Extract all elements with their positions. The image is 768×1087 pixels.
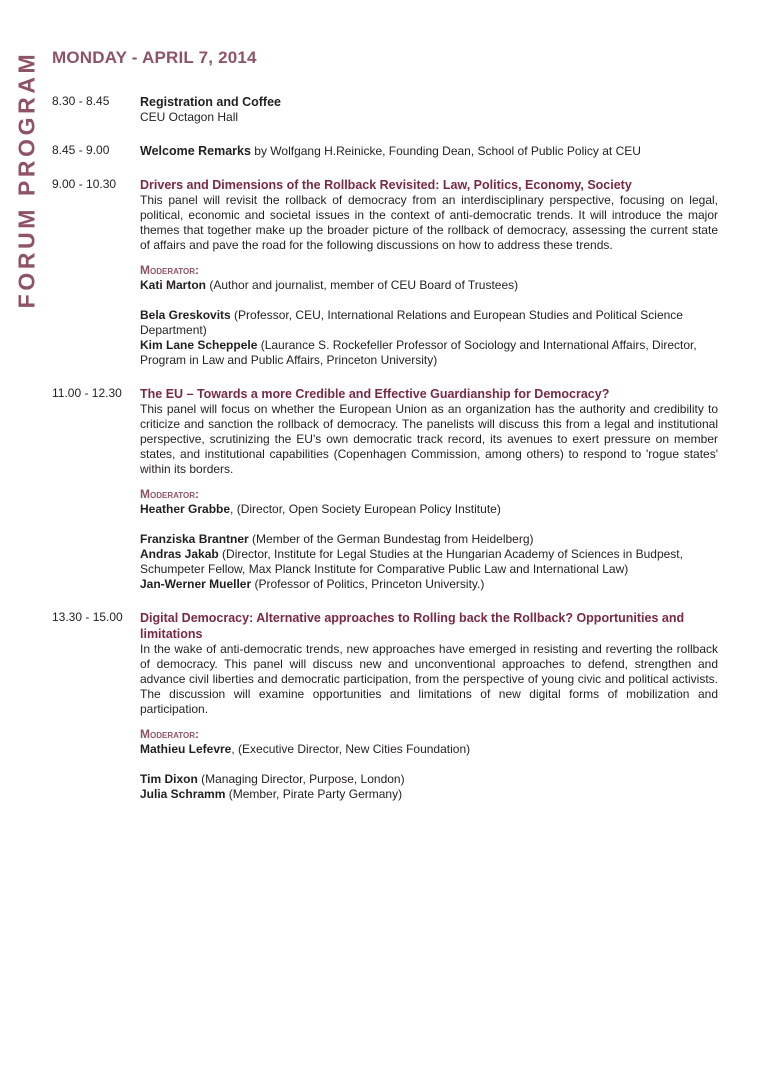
session-title-rest: by Wolfgang H.Reinicke, Founding Dean, School of Public Policy at CEU <box>250 144 641 158</box>
session-drivers <box>52 177 718 368</box>
session-title: Drivers and Dimensions of the Rollback Revisited: Law, Politics, Economy, Society <box>140 178 632 192</box>
moderator-affiliation: , (Executive Director, New Cities Foundation) <box>231 742 471 756</box>
panelist-name: Tim Dixon <box>140 772 198 786</box>
panelist-affiliation: (Laurance S. Rockefeller Professor of Sociology and International Affairs, Director, Program in Law and Public Affairs, Princeton University) <box>140 338 697 367</box>
panelist <box>140 338 718 368</box>
panelist-affiliation: (Director, Institute for Legal Studies at the Hungarian Academy of Sciences in Budpest, Schumpeter Fellow, Max Planck Institute for Comparative Public Law and International Law) <box>140 547 683 576</box>
panelist-name: Julia Schramm <box>140 787 226 801</box>
side-title-text: FORUM PROGRAM <box>13 50 40 308</box>
session-content <box>140 177 718 368</box>
session-time: 11.00 - 12.30 <box>52 386 122 400</box>
panelist-affiliation: (Professor, CEU, International Relations and European Studies and Political Science Department) <box>140 308 683 337</box>
session-title: Digital Democracy: Alternative approaches to Rolling back the Rollback? Opportunities and limitations <box>140 611 685 641</box>
panelist-name: Kim Lane Scheppele <box>140 338 258 352</box>
moderator-label: Moderator: <box>140 487 200 501</box>
panelist-affiliation: (Member of the German Bundestag from Heidelberg) <box>248 532 534 546</box>
session-time: 13.30 - 15.00 <box>52 610 123 624</box>
panelist <box>140 532 718 547</box>
session-content <box>140 94 718 125</box>
panelist-affiliation: (Professor of Politics, Princeton University.) <box>251 577 485 591</box>
panelist <box>140 787 718 802</box>
session-list <box>52 94 718 820</box>
panelist-affiliation: (Managing Director, Purpose, London) <box>197 772 405 786</box>
moderator-name: Mathieu Lefevre <box>140 742 232 756</box>
moderator-name: Heather Grabbe <box>140 502 231 516</box>
day-title: MONDAY - APRIL 7, 2014 <box>52 48 257 67</box>
panelist-affiliation: (Member, Pirate Party Germany) <box>225 787 403 801</box>
moderator-name: Kati Marton <box>140 278 206 292</box>
moderator-affiliation: , (Director, Open Society European Policy Institute) <box>230 502 501 516</box>
session-description: This panel will revisit the rollback of democracy from an interdisciplinary perspective, focusing on legal, political, economic and societal issues in the context of anti-democratic trends. It will introduce the major themes that together make up the broader picture of the rollback of democracy, assessing the current state of affairs and pave the road for the following discussions on how to address these trends. <box>140 193 718 252</box>
session-content <box>140 143 718 159</box>
session-content <box>140 386 718 592</box>
session-content <box>140 610 718 802</box>
panelist <box>140 547 718 577</box>
panelist <box>140 772 718 787</box>
panelist-name: Andras Jakab <box>140 547 219 561</box>
panelist-name: Franziska Brantner <box>140 532 249 546</box>
panelist-name: Jan-Werner Mueller <box>140 577 252 591</box>
session-location: CEU Octagon Hall <box>140 110 239 124</box>
panelist <box>140 308 718 338</box>
panelist-name: Bela Greskovits <box>140 308 231 322</box>
moderator-label: Moderator: <box>140 263 200 277</box>
session-title: The EU – Towards a more Credible and Effective Guardianship for Democracy? <box>140 387 610 401</box>
moderator-affiliation: (Author and journalist, member of CEU Board of Trustees) <box>206 278 519 292</box>
session-time: 8.30 - 8.45 <box>52 94 110 108</box>
forum-program-side-title <box>12 48 42 310</box>
session-digital-democracy <box>52 610 718 802</box>
session-description: In the wake of anti-democratic trends, new approaches have emerged in resisting and reverting the rollback of democracy. This panel will discuss new and unconventional approaches to defend, strengthen and advance civil liberties and democratic participation, from the perspective of young civic and political activists. The discussion will examine opportunities and limitations of new digital forms of mobilization and participation. <box>140 642 718 716</box>
session-time: 9.00 - 10.30 <box>52 177 117 191</box>
moderator <box>140 742 718 757</box>
session-description: This panel will focus on whether the European Union as an organization has the authority and credibility to criticize and sanction the rollback of democracy. The panelists will discuss this from a legal and institutional perspective, scrutinizing the EU's own democratic track record, its avenues to exert pressure on member states, and institutional capabilities (Copenhagen Commission, among others) to respond to 'rogue states' within its borders. <box>140 402 718 476</box>
moderator <box>140 278 718 293</box>
moderator-label: Moderator: <box>140 727 200 741</box>
session-title: Welcome Remarks <box>140 144 251 158</box>
panelist <box>140 577 718 592</box>
session-registration <box>52 94 718 125</box>
moderator <box>140 502 718 517</box>
session-time: 8.45 - 9.00 <box>52 143 110 157</box>
session-eu <box>52 386 718 592</box>
session-welcome <box>52 143 718 159</box>
session-title: Registration and Coffee <box>140 95 281 109</box>
